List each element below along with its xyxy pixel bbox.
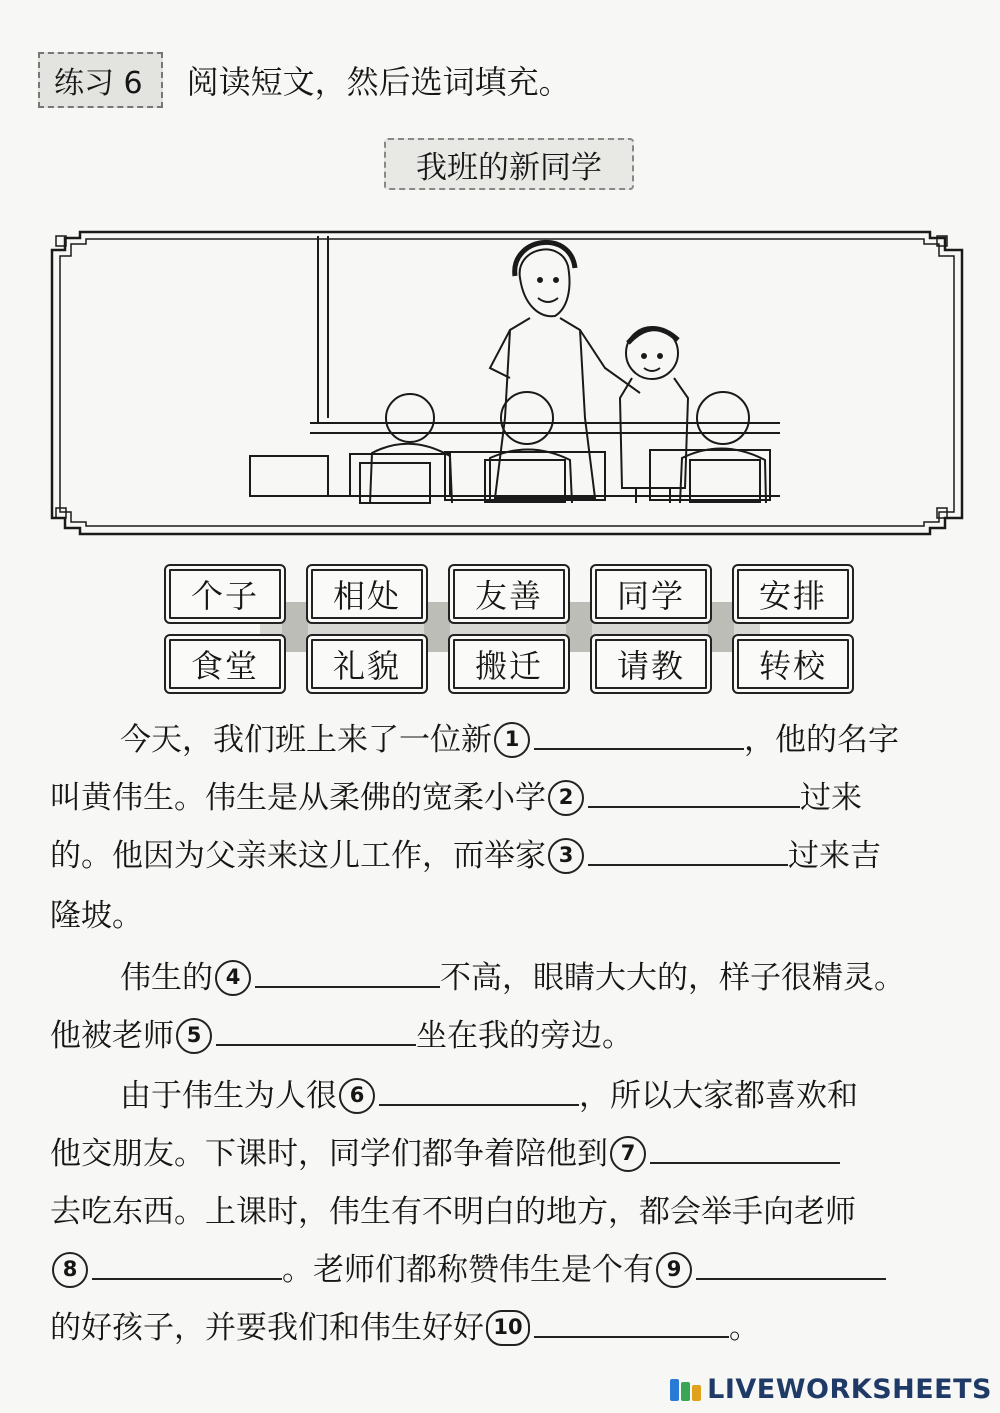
passage-line xyxy=(50,1246,886,1294)
word-option[interactable]: 食堂 xyxy=(164,634,286,694)
blank-number: 1 xyxy=(494,722,530,758)
passage-text: 过来吉 xyxy=(788,838,881,874)
passage-text: 不高，眼睛大大的，样子很精灵。 xyxy=(440,960,905,996)
answer-blank-8[interactable] xyxy=(92,1250,282,1280)
answer-blank-2[interactable] xyxy=(588,778,800,808)
passage-text: 伟生的 xyxy=(120,960,213,996)
passage-text: 隆坡。 xyxy=(50,898,143,934)
passage-text: 。老师们都称赞伟生是个有 xyxy=(282,1252,654,1288)
blank-number: 7 xyxy=(610,1136,646,1172)
blank-number: 3 xyxy=(548,838,584,874)
word-option[interactable]: 相处 xyxy=(306,564,428,624)
passage-text: ，他的名字 xyxy=(744,722,899,758)
story-title: 我班的新同学 xyxy=(384,138,634,190)
word-option[interactable]: 转校 xyxy=(732,634,854,694)
passage-text: 坐在我的旁边。 xyxy=(416,1018,633,1054)
liveworksheets-text: LIVEWORKSHEETS xyxy=(707,1374,992,1405)
word-bank xyxy=(160,562,860,702)
word-option[interactable]: 友善 xyxy=(448,564,570,624)
answer-blank-5[interactable] xyxy=(216,1016,416,1046)
passage-line xyxy=(120,716,899,764)
passage-text: 今天，我们班上来了一位新 xyxy=(120,722,492,758)
word-option[interactable]: 个子 xyxy=(164,564,286,624)
passage-line xyxy=(50,832,881,880)
passage-text: 由于伟生为人很 xyxy=(120,1078,337,1114)
word-option[interactable]: 安排 xyxy=(732,564,854,624)
passage-line xyxy=(50,1012,633,1060)
word-option[interactable]: 礼貌 xyxy=(306,634,428,694)
answer-blank-3[interactable] xyxy=(588,836,788,866)
instruction-text: 阅读短文，然后选词填充。 xyxy=(186,63,571,101)
passage-text: 的。他因为父亲来这儿工作，而举家 xyxy=(50,838,546,874)
passage-line xyxy=(50,1188,856,1236)
passage-text: 的好孩子，并要我们和伟生好好 xyxy=(50,1310,484,1346)
word-option[interactable]: 请教 xyxy=(590,634,712,694)
blank-number: 8 xyxy=(52,1252,88,1288)
blank-number: 2 xyxy=(548,780,584,816)
passage-line xyxy=(50,1304,760,1352)
passage-text: 他被老师 xyxy=(50,1018,174,1054)
answer-blank-7[interactable] xyxy=(650,1134,840,1164)
blank-number: 5 xyxy=(176,1018,212,1054)
blank-number: 10 xyxy=(486,1310,530,1346)
answer-blank-10[interactable] xyxy=(534,1308,729,1338)
blank-number: 9 xyxy=(656,1252,692,1288)
blank-number: 4 xyxy=(215,960,251,996)
classroom-illustration xyxy=(40,218,975,540)
passage-line xyxy=(50,774,862,822)
passage-text: 去吃东西。上课时，伟生有不明白的地方，都会举手向老师 xyxy=(50,1194,856,1230)
blank-number: 6 xyxy=(339,1078,375,1114)
word-option[interactable]: 同学 xyxy=(590,564,712,624)
passage-text: ，所以大家都喜欢和 xyxy=(579,1078,858,1114)
passage-line xyxy=(120,954,905,1002)
passage-line xyxy=(120,1072,858,1120)
liveworksheets-watermark xyxy=(669,1374,992,1405)
passage-line xyxy=(50,892,143,940)
answer-blank-1[interactable] xyxy=(534,720,744,750)
passage-text: 叫黄伟生。伟生是从柔佛的宽柔小学 xyxy=(50,780,546,816)
passage-text: 过来 xyxy=(800,780,862,816)
passage-line xyxy=(50,1130,840,1178)
passage-text: 他交朋友。下课时，同学们都争着陪他到 xyxy=(50,1136,608,1172)
liveworksheets-logo-icon xyxy=(669,1376,703,1404)
passage-text: 。 xyxy=(729,1310,760,1346)
exercise-label: 练习 6 xyxy=(38,52,163,108)
exercise-header xyxy=(38,52,571,108)
word-option[interactable]: 搬迁 xyxy=(448,634,570,694)
answer-blank-6[interactable] xyxy=(379,1076,579,1106)
answer-blank-9[interactable] xyxy=(696,1250,886,1280)
answer-blank-4[interactable] xyxy=(255,958,440,988)
